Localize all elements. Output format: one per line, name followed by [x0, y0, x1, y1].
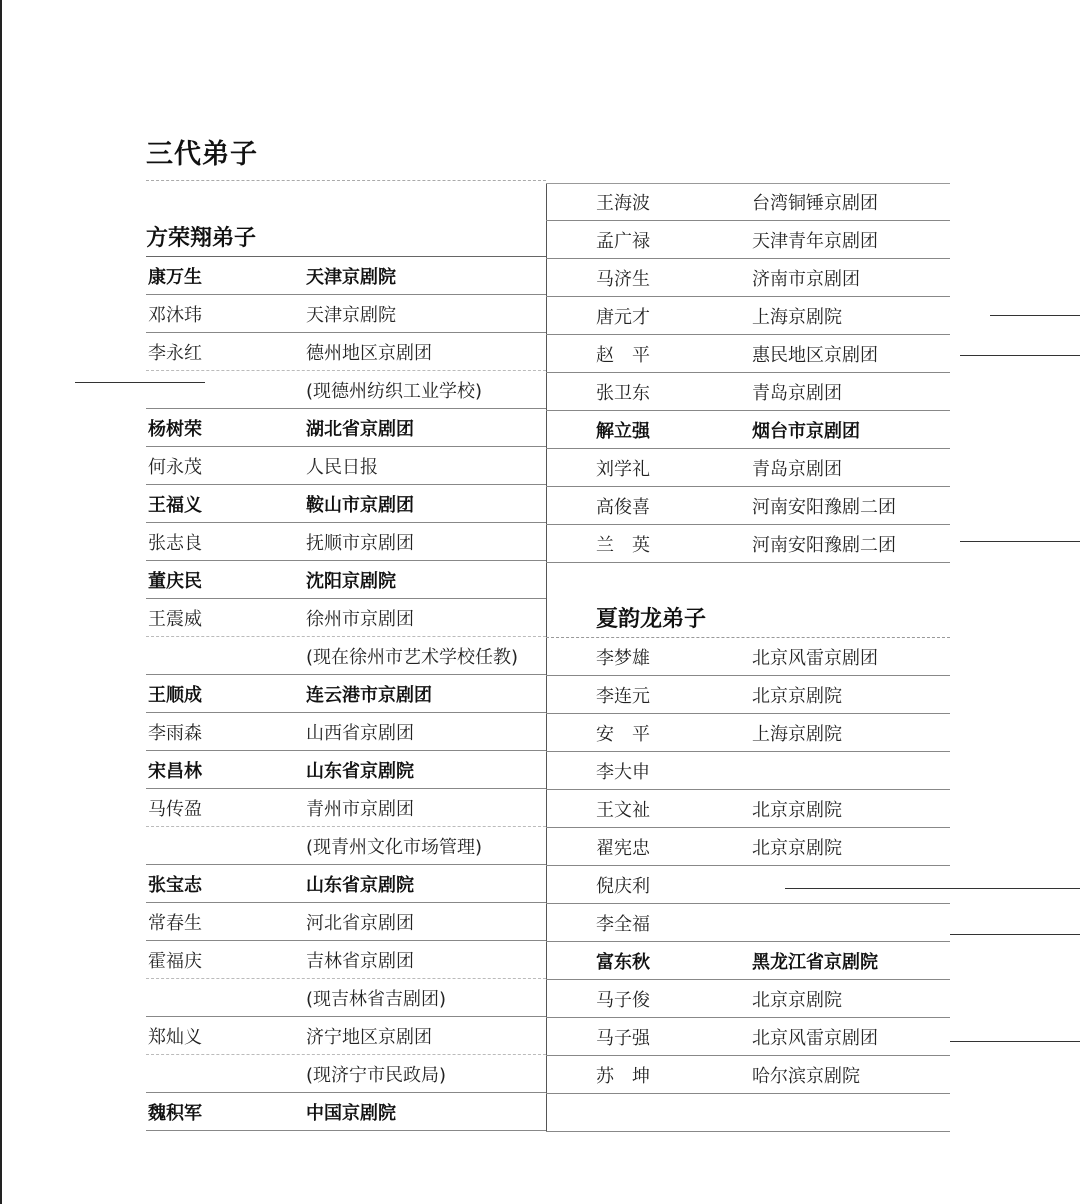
table-row: [546, 525, 950, 563]
table-row: [546, 221, 950, 259]
organization: 鞍山市京剧团: [306, 494, 414, 516]
table-row: [146, 979, 546, 1017]
disciple-name: 张宝志: [148, 874, 202, 896]
disciple-name: 马子俊: [596, 989, 650, 1011]
scan-artifact: [960, 541, 1080, 542]
disciple-name: 马子强: [596, 1027, 650, 1049]
organization: 北京风雷京剧团: [752, 1027, 878, 1049]
table-row: [146, 257, 546, 295]
title-rule: [146, 180, 546, 182]
disciple-name: 王海波: [596, 192, 650, 214]
disciple-name: 李梦雄: [596, 647, 650, 669]
scan-artifact: [950, 1041, 1080, 1042]
scan-artifact: [75, 382, 205, 383]
organization: 抚顺市京剧团: [306, 532, 414, 554]
disciple-name: 兰 英: [596, 534, 650, 556]
table-row: [546, 1094, 950, 1132]
table-row: [146, 637, 546, 675]
scan-artifact: [990, 315, 1080, 316]
table-row: [546, 752, 950, 790]
table-row: [546, 942, 950, 980]
disciple-name: 赵 平: [596, 344, 650, 366]
organization: 上海京剧院: [752, 306, 842, 328]
page-edge: [0, 0, 2, 1204]
section-spacer: [546, 563, 950, 601]
organization: 中国京剧院: [306, 1102, 396, 1124]
table-row: [146, 409, 546, 447]
organization: 北京风雷京剧团: [752, 647, 878, 669]
organization: 哈尔滨京剧院: [752, 1065, 860, 1087]
table-row: [146, 561, 546, 599]
disciple-name: 何永茂: [148, 456, 202, 478]
scan-artifact: [950, 934, 1080, 935]
disciple-list-fang-continued: [546, 183, 950, 563]
organization: (现青州文化市场管理): [306, 836, 483, 858]
organization: (现吉林省吉剧团): [306, 988, 447, 1010]
disciple-name: 倪庆利: [596, 875, 650, 897]
disciple-name: 唐元才: [596, 306, 650, 328]
organization: 吉林省京剧团: [306, 950, 414, 972]
table-row: [546, 411, 950, 449]
table-row: [546, 676, 950, 714]
table-row: [546, 183, 950, 221]
organization: 河南安阳豫剧二团: [752, 496, 896, 518]
disciple-name: 杨树荣: [148, 418, 202, 440]
table-row: [146, 1055, 546, 1093]
table-row: [546, 259, 950, 297]
organization: 北京京剧院: [752, 989, 842, 1011]
disciple-name: 张志良: [148, 532, 202, 554]
table-row: [546, 449, 950, 487]
organization: 天津青年京剧团: [752, 230, 878, 252]
organization: 德州地区京剧团: [306, 342, 432, 364]
table-row: [146, 751, 546, 789]
organization: 河南安阳豫剧二团: [752, 534, 896, 556]
table-row: [546, 714, 950, 752]
organization: 黑龙江省京剧院: [752, 951, 878, 973]
disciple-name: 宋昌林: [148, 760, 202, 782]
organization: 沈阳京剧院: [306, 570, 396, 592]
disciple-name: 常春生: [148, 912, 202, 934]
table-row: [146, 713, 546, 751]
disciple-name: 王福义: [148, 494, 202, 516]
organization: 徐州市京剧团: [306, 608, 414, 630]
organization: 连云港市京剧团: [306, 684, 432, 706]
table-row: [546, 980, 950, 1018]
disciple-name: 富东秋: [596, 951, 650, 973]
table-row: [146, 295, 546, 333]
table-row: [546, 373, 950, 411]
organization: 山西省京剧团: [306, 722, 414, 744]
organization: 北京京剧院: [752, 685, 842, 707]
disciple-name: 王文祉: [596, 799, 650, 821]
table-row: [146, 789, 546, 827]
organization: 湖北省京剧团: [306, 418, 414, 440]
table-row: [546, 904, 950, 942]
organization: 山东省京剧院: [306, 760, 414, 782]
disciple-name: 董庆民: [148, 570, 202, 592]
disciple-name: 李连元: [596, 685, 650, 707]
table-row: [146, 599, 546, 637]
table-row: [546, 487, 950, 525]
disciple-name: 马济生: [596, 268, 650, 290]
organization: 北京京剧院: [752, 837, 842, 859]
disciple-list-fang: [146, 257, 546, 1131]
table-row: [546, 297, 950, 335]
disciple-name: 刘学礼: [596, 458, 650, 480]
disciple-name: 翟宪忠: [596, 837, 650, 859]
organization: 上海京剧院: [752, 723, 842, 745]
right-column: [546, 183, 950, 1132]
table-row: [546, 1056, 950, 1094]
disciple-name: 李全福: [596, 913, 650, 935]
organization: 河北省京剧团: [306, 912, 414, 934]
table-row: [546, 790, 950, 828]
disciple-name: 邓沐玮: [148, 304, 202, 326]
disciple-name: 高俊喜: [596, 496, 650, 518]
disciple-name: 苏 坤: [596, 1065, 650, 1087]
table-row: [146, 523, 546, 561]
table-row: [546, 335, 950, 373]
table-row: [546, 866, 950, 904]
organization: 青州市京剧团: [306, 798, 414, 820]
table-row: [546, 638, 950, 676]
organization: 烟台市京剧团: [752, 420, 860, 442]
table-row: [146, 333, 546, 371]
disciple-name: 郑灿义: [148, 1026, 202, 1048]
organization: 天津京剧院: [306, 266, 396, 288]
disciple-name: 王顺成: [148, 684, 202, 706]
table-row: [146, 865, 546, 903]
organization: (现济宁市民政局): [306, 1064, 447, 1086]
disciple-name: 李大申: [596, 761, 650, 783]
disciple-name: 李雨森: [148, 722, 202, 744]
organization: 北京京剧院: [752, 799, 842, 821]
disciple-name: 孟广禄: [596, 230, 650, 252]
table-row: [546, 1018, 950, 1056]
page-title: 三代弟子: [146, 139, 258, 170]
organization: 山东省京剧院: [306, 874, 414, 896]
disciple-list-xia: [546, 638, 950, 1132]
organization: 天津京剧院: [306, 304, 396, 326]
group-title-xia: 夏韵龙弟子: [546, 601, 950, 638]
organization: (现在徐州市艺术学校任教): [306, 646, 519, 668]
disciple-name: 张卫东: [596, 382, 650, 404]
organization: 人民日报: [306, 456, 378, 478]
table-row: [146, 371, 546, 409]
scan-artifact: [785, 888, 1080, 889]
disciple-name: 魏积军: [148, 1102, 202, 1124]
group-title-fang: 方荣翔弟子: [146, 220, 546, 257]
disciple-name: 解立强: [596, 420, 650, 442]
scan-artifact: [960, 355, 1080, 356]
disciple-name: 李永红: [148, 342, 202, 364]
left-column: [146, 220, 546, 1131]
disciple-name: 马传盈: [148, 798, 202, 820]
table-row: [146, 675, 546, 713]
table-row: [146, 903, 546, 941]
table-row: [146, 447, 546, 485]
table-row: [546, 828, 950, 866]
table-row: [146, 1017, 546, 1055]
organization: 青岛京剧团: [752, 458, 842, 480]
disciple-name: 王震威: [148, 608, 202, 630]
disciple-name: 康万生: [148, 266, 202, 288]
organization: 济宁地区京剧团: [306, 1026, 432, 1048]
organization: (现德州纺织工业学校): [306, 380, 483, 402]
table-row: [146, 941, 546, 979]
disciple-name: 霍福庆: [148, 950, 202, 972]
table-row: [146, 827, 546, 865]
organization: 台湾铜锤京剧团: [752, 192, 878, 214]
table-row: [146, 1093, 546, 1131]
table-row: [146, 485, 546, 523]
disciple-name: 安 平: [596, 723, 650, 745]
organization: 济南市京剧团: [752, 268, 860, 290]
organization: 惠民地区京剧团: [752, 344, 878, 366]
organization: 青岛京剧团: [752, 382, 842, 404]
